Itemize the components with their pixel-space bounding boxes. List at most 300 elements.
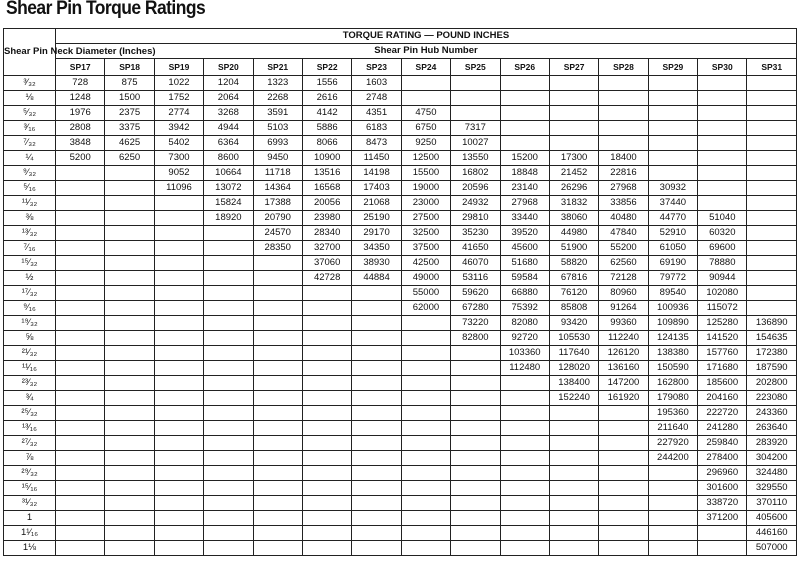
torque-value-cell xyxy=(500,121,549,136)
torque-value-cell xyxy=(204,496,253,511)
torque-value-cell xyxy=(698,541,747,556)
torque-value-cell: 14198 xyxy=(352,166,401,181)
torque-value-cell xyxy=(451,436,500,451)
torque-value-cell xyxy=(204,406,253,421)
torque-value-cell: 370110 xyxy=(747,496,796,511)
pin-header-sp17: SP17 xyxy=(56,59,105,76)
torque-value-cell: 115072 xyxy=(698,301,747,316)
pin-header-sp27: SP27 xyxy=(549,59,598,76)
torque-value-cell: 62000 xyxy=(401,301,450,316)
torque-value-cell: 78880 xyxy=(698,256,747,271)
torque-value-cell xyxy=(204,316,253,331)
torque-value-cell xyxy=(747,271,796,286)
torque-value-cell xyxy=(56,331,105,346)
neck-diameter-cell: ⅝ xyxy=(4,331,56,346)
torque-value-cell xyxy=(747,211,796,226)
torque-value-cell: 227920 xyxy=(648,436,697,451)
torque-value-cell: 126120 xyxy=(599,346,648,361)
torque-value-cell xyxy=(352,466,401,481)
torque-value-cell: 154635 xyxy=(747,331,796,346)
torque-value-cell xyxy=(599,76,648,91)
pin-header-sp29: SP29 xyxy=(648,59,697,76)
torque-value-cell xyxy=(204,331,253,346)
torque-value-cell xyxy=(204,511,253,526)
torque-value-cell: 80960 xyxy=(599,286,648,301)
torque-value-cell: 55000 xyxy=(401,286,450,301)
torque-value-cell: 3848 xyxy=(56,136,105,151)
torque-value-cell xyxy=(56,421,105,436)
pin-header-sp18: SP18 xyxy=(105,59,154,76)
torque-value-cell: 10900 xyxy=(302,151,351,166)
torque-value-cell: 5886 xyxy=(302,121,351,136)
torque-value-cell: 179080 xyxy=(648,391,697,406)
torque-value-cell: 38060 xyxy=(549,211,598,226)
torque-value-cell xyxy=(599,526,648,541)
torque-value-cell xyxy=(599,121,648,136)
torque-value-cell xyxy=(451,376,500,391)
torque-value-cell xyxy=(253,481,302,496)
torque-value-cell: 89540 xyxy=(648,286,697,301)
torque-value-cell xyxy=(302,451,351,466)
torque-value-cell: 44980 xyxy=(549,226,598,241)
torque-value-cell xyxy=(451,541,500,556)
torque-value-cell xyxy=(302,301,351,316)
torque-value-cell: 222720 xyxy=(698,406,747,421)
torque-value-cell: 27968 xyxy=(500,196,549,211)
torque-value-cell: 90944 xyxy=(698,271,747,286)
torque-value-cell: 67280 xyxy=(451,301,500,316)
table-row xyxy=(4,376,797,391)
table-row xyxy=(4,76,797,91)
torque-value-cell: 26296 xyxy=(549,181,598,196)
table-row xyxy=(4,346,797,361)
torque-value-cell xyxy=(648,76,697,91)
torque-value-cell: 112480 xyxy=(500,361,549,376)
torque-value-cell xyxy=(253,511,302,526)
torque-value-cell: 23980 xyxy=(302,211,351,226)
torque-value-cell: 20790 xyxy=(253,211,302,226)
torque-value-cell xyxy=(599,106,648,121)
torque-value-cell xyxy=(154,511,203,526)
torque-value-cell: 73220 xyxy=(451,316,500,331)
torque-value-cell xyxy=(253,271,302,286)
neck-diameter-cell: ¹⁹⁄₃₂ xyxy=(4,316,56,331)
torque-value-cell xyxy=(204,376,253,391)
torque-value-cell xyxy=(56,241,105,256)
torque-value-cell xyxy=(105,391,154,406)
torque-value-cell xyxy=(302,496,351,511)
neck-diameter-cell: ⁹⁄₁₆ xyxy=(4,301,56,316)
torque-value-cell xyxy=(599,481,648,496)
torque-value-cell: 85808 xyxy=(549,301,598,316)
torque-value-cell xyxy=(204,286,253,301)
torque-value-cell: 18920 xyxy=(204,211,253,226)
torque-value-cell xyxy=(451,346,500,361)
torque-value-cell: 58820 xyxy=(549,256,598,271)
torque-value-cell xyxy=(648,481,697,496)
table-row xyxy=(4,451,797,466)
torque-value-cell xyxy=(302,316,351,331)
torque-value-cell xyxy=(500,421,549,436)
torque-value-cell: 2774 xyxy=(154,106,203,121)
table-row xyxy=(4,436,797,451)
table-row xyxy=(4,106,797,121)
torque-value-cell xyxy=(500,436,549,451)
torque-value-cell xyxy=(105,496,154,511)
torque-value-cell xyxy=(253,346,302,361)
pin-header-sp22: SP22 xyxy=(302,59,351,76)
torque-value-cell: 33440 xyxy=(500,211,549,226)
torque-value-cell xyxy=(154,391,203,406)
torque-value-cell xyxy=(500,406,549,421)
torque-value-cell: 61050 xyxy=(648,241,697,256)
torque-value-cell: 223080 xyxy=(747,391,796,406)
torque-value-cell: 59620 xyxy=(451,286,500,301)
torque-value-cell xyxy=(105,346,154,361)
torque-value-cell xyxy=(352,421,401,436)
torque-value-cell: 2064 xyxy=(204,91,253,106)
torque-value-cell xyxy=(549,481,598,496)
torque-value-cell xyxy=(549,541,598,556)
torque-value-cell: 49000 xyxy=(401,271,450,286)
torque-value-cell xyxy=(204,361,253,376)
torque-value-cell: 202800 xyxy=(747,376,796,391)
torque-value-cell xyxy=(253,316,302,331)
torque-value-cell xyxy=(154,541,203,556)
torque-value-cell xyxy=(648,166,697,181)
torque-value-cell xyxy=(302,361,351,376)
torque-value-cell xyxy=(105,451,154,466)
torque-value-cell xyxy=(154,256,203,271)
torque-value-cell xyxy=(648,511,697,526)
torque-value-cell: 22816 xyxy=(599,166,648,181)
torque-value-cell xyxy=(56,541,105,556)
torque-value-cell xyxy=(549,421,598,436)
neck-diameter-cell: ²⁹⁄₃₂ xyxy=(4,466,56,481)
torque-value-cell xyxy=(648,466,697,481)
neck-diameter-cell: ¾ xyxy=(4,391,56,406)
torque-value-cell xyxy=(154,211,203,226)
neck-diameter-cell: 1¹⁄₁₆ xyxy=(4,526,56,541)
torque-value-cell xyxy=(599,406,648,421)
torque-value-cell xyxy=(154,421,203,436)
torque-value-cell: 23140 xyxy=(500,181,549,196)
torque-value-cell xyxy=(747,91,796,106)
torque-value-cell: 138380 xyxy=(648,346,697,361)
torque-value-cell: 75392 xyxy=(500,301,549,316)
torque-value-cell: 21068 xyxy=(352,196,401,211)
torque-value-cell xyxy=(451,91,500,106)
torque-value-cell: 241280 xyxy=(698,421,747,436)
torque-value-cell: 27500 xyxy=(401,211,450,226)
torque-value-cell: 55200 xyxy=(599,241,648,256)
torque-value-cell xyxy=(154,451,203,466)
torque-value-cell xyxy=(500,136,549,151)
neck-diameter-cell: ⅛ xyxy=(4,91,56,106)
torque-value-cell: 45600 xyxy=(500,241,549,256)
torque-value-cell xyxy=(698,91,747,106)
torque-value-cell xyxy=(105,406,154,421)
table-row xyxy=(4,256,797,271)
torque-value-cell xyxy=(698,76,747,91)
torque-value-cell xyxy=(599,511,648,526)
table-row xyxy=(4,496,797,511)
pin-header-sp28: SP28 xyxy=(599,59,648,76)
torque-value-cell: 136160 xyxy=(599,361,648,376)
torque-value-cell xyxy=(302,541,351,556)
torque-value-cell xyxy=(747,166,796,181)
torque-value-cell xyxy=(451,421,500,436)
torque-value-cell xyxy=(56,211,105,226)
torque-value-cell xyxy=(352,436,401,451)
neck-diameter-cell: ¹¹⁄₃₂ xyxy=(4,196,56,211)
neck-diameter-cell: ⁷⁄₃₂ xyxy=(4,136,56,151)
neck-diameter-cell: ¼ xyxy=(4,151,56,166)
torque-value-cell: 13550 xyxy=(451,151,500,166)
torque-value-cell: 23000 xyxy=(401,196,450,211)
table-row xyxy=(4,196,797,211)
torque-value-cell: 1976 xyxy=(56,106,105,121)
torque-value-cell xyxy=(500,496,549,511)
torque-value-cell: 283920 xyxy=(747,436,796,451)
table-row xyxy=(4,301,797,316)
torque-value-cell: 6250 xyxy=(105,151,154,166)
neck-diameter-cell: ⅞ xyxy=(4,451,56,466)
torque-value-cell: 875 xyxy=(105,76,154,91)
torque-value-cell xyxy=(451,526,500,541)
torque-value-cell: 5200 xyxy=(56,151,105,166)
torque-value-cell xyxy=(599,91,648,106)
torque-value-cell xyxy=(599,541,648,556)
torque-value-cell: 329550 xyxy=(747,481,796,496)
torque-value-cell xyxy=(698,181,747,196)
neck-diameter-header: Shear Pin Neck Diameter (Inches) xyxy=(4,29,56,76)
page-title: Shear Pin Torque Ratings xyxy=(6,0,206,19)
torque-value-cell xyxy=(302,331,351,346)
pin-header-sp21: SP21 xyxy=(253,59,302,76)
torque-value-cell xyxy=(154,226,203,241)
torque-value-cell xyxy=(154,481,203,496)
torque-value-cell: 301600 xyxy=(698,481,747,496)
torque-value-cell xyxy=(56,436,105,451)
torque-value-cell xyxy=(648,496,697,511)
torque-value-cell: 16802 xyxy=(451,166,500,181)
torque-value-cell: 109890 xyxy=(648,316,697,331)
neck-diameter-cell: ²⁵⁄₃₂ xyxy=(4,406,56,421)
torque-value-cell: 34350 xyxy=(352,241,401,256)
torque-value-cell xyxy=(302,481,351,496)
neck-diameter-cell: ³⁄₃₂ xyxy=(4,76,56,91)
torque-value-cell xyxy=(698,136,747,151)
torque-value-cell xyxy=(253,466,302,481)
torque-value-cell: 30932 xyxy=(648,181,697,196)
torque-value-cell xyxy=(56,361,105,376)
torque-value-cell xyxy=(105,331,154,346)
torque-value-cell xyxy=(56,226,105,241)
torque-value-cell xyxy=(648,526,697,541)
torque-value-cell xyxy=(352,361,401,376)
torque-value-cell: 41650 xyxy=(451,241,500,256)
table-row xyxy=(4,136,797,151)
torque-value-cell xyxy=(253,331,302,346)
torque-value-cell xyxy=(302,421,351,436)
torque-value-cell xyxy=(451,391,500,406)
torque-value-cell: 150590 xyxy=(648,361,697,376)
pin-header-sp31: SP31 xyxy=(747,59,796,76)
torque-value-cell xyxy=(56,526,105,541)
torque-value-cell xyxy=(204,391,253,406)
torque-value-cell: 446160 xyxy=(747,526,796,541)
torque-value-cell xyxy=(352,451,401,466)
torque-value-cell xyxy=(401,76,450,91)
torque-value-cell: 2375 xyxy=(105,106,154,121)
torque-value-cell xyxy=(549,436,598,451)
torque-value-cell: 12500 xyxy=(401,151,450,166)
torque-value-cell: 14364 xyxy=(253,181,302,196)
torque-value-cell xyxy=(451,106,500,121)
torque-value-cell: 17300 xyxy=(549,151,598,166)
torque-value-cell: 19000 xyxy=(401,181,450,196)
torque-value-cell xyxy=(204,346,253,361)
torque-value-cell xyxy=(204,436,253,451)
torque-value-cell: 263640 xyxy=(747,421,796,436)
table-row xyxy=(4,241,797,256)
table-row xyxy=(4,121,797,136)
torque-value-cell xyxy=(451,76,500,91)
torque-value-cell xyxy=(599,421,648,436)
torque-value-cell: 211640 xyxy=(648,421,697,436)
torque-value-cell xyxy=(253,406,302,421)
torque-value-cell: 91264 xyxy=(599,301,648,316)
torque-value-cell xyxy=(154,436,203,451)
torque-value-cell: 4625 xyxy=(105,136,154,151)
torque-value-cell xyxy=(401,511,450,526)
torque-value-cell xyxy=(549,136,598,151)
torque-value-cell: 10027 xyxy=(451,136,500,151)
torque-value-cell xyxy=(549,106,598,121)
torque-value-cell xyxy=(500,541,549,556)
torque-value-cell xyxy=(599,436,648,451)
torque-value-cell: 195360 xyxy=(648,406,697,421)
torque-value-cell: 8066 xyxy=(302,136,351,151)
torque-value-cell: 1323 xyxy=(253,76,302,91)
torque-value-cell xyxy=(352,511,401,526)
torque-value-cell: 728 xyxy=(56,76,105,91)
torque-value-cell xyxy=(105,421,154,436)
torque-value-cell xyxy=(302,406,351,421)
torque-value-cell: 4750 xyxy=(401,106,450,121)
torque-value-cell: 25190 xyxy=(352,211,401,226)
torque-value-cell: 20596 xyxy=(451,181,500,196)
header-row xyxy=(4,29,797,44)
torque-value-cell xyxy=(500,76,549,91)
torque-value-cell: 1204 xyxy=(204,76,253,91)
torque-value-cell: 44884 xyxy=(352,271,401,286)
torque-value-cell xyxy=(747,301,796,316)
torque-value-cell xyxy=(451,511,500,526)
torque-value-cell xyxy=(698,196,747,211)
neck-diameter-cell: ¹⁷⁄₃₂ xyxy=(4,286,56,301)
torque-value-cell xyxy=(56,166,105,181)
torque-value-cell xyxy=(105,541,154,556)
torque-value-cell xyxy=(401,451,450,466)
torque-value-cell xyxy=(105,181,154,196)
torque-value-cell xyxy=(253,526,302,541)
pin-header-row xyxy=(4,59,797,76)
torque-value-cell xyxy=(451,361,500,376)
torque-value-cell xyxy=(451,481,500,496)
torque-value-cell xyxy=(105,196,154,211)
torque-value-cell xyxy=(105,256,154,271)
torque-value-cell xyxy=(105,211,154,226)
torque-value-cell: 29810 xyxy=(451,211,500,226)
torque-value-cell: 6993 xyxy=(253,136,302,151)
torque-value-cell xyxy=(401,526,450,541)
neck-diameter-cell: ¹¹⁄₁₆ xyxy=(4,361,56,376)
torque-value-cell xyxy=(253,421,302,436)
torque-value-cell xyxy=(451,451,500,466)
table-row xyxy=(4,406,797,421)
table-row xyxy=(4,421,797,436)
torque-value-cell xyxy=(154,331,203,346)
torque-value-cell xyxy=(401,361,450,376)
torque-value-cell xyxy=(648,121,697,136)
torque-value-cell xyxy=(56,406,105,421)
torque-value-cell xyxy=(352,316,401,331)
torque-value-cell: 79772 xyxy=(648,271,697,286)
torque-value-cell xyxy=(648,136,697,151)
torque-value-cell xyxy=(204,241,253,256)
torque-value-cell xyxy=(56,376,105,391)
torque-rating-header: TORQUE RATING — POUND INCHES xyxy=(56,29,797,44)
torque-value-cell xyxy=(204,526,253,541)
torque-value-cell xyxy=(747,241,796,256)
torque-value-cell: 39520 xyxy=(500,226,549,241)
torque-value-cell xyxy=(56,466,105,481)
torque-value-cell xyxy=(204,466,253,481)
neck-diameter-cell: 1 xyxy=(4,511,56,526)
pin-header-sp19: SP19 xyxy=(154,59,203,76)
torque-value-cell xyxy=(154,406,203,421)
torque-value-cell: 105530 xyxy=(549,331,598,346)
torque-value-cell xyxy=(253,391,302,406)
torque-value-cell: 244200 xyxy=(648,451,697,466)
neck-diameter-cell: ²³⁄₃₂ xyxy=(4,376,56,391)
torque-value-cell xyxy=(56,496,105,511)
torque-value-cell: 17388 xyxy=(253,196,302,211)
torque-value-cell xyxy=(747,226,796,241)
torque-value-cell xyxy=(253,496,302,511)
torque-value-cell: 38930 xyxy=(352,256,401,271)
torque-value-cell xyxy=(549,496,598,511)
torque-value-cell xyxy=(549,511,598,526)
neck-diameter-cell: ½ xyxy=(4,271,56,286)
neck-diameter-cell: ³¹⁄₃₂ xyxy=(4,496,56,511)
torque-value-cell: 51900 xyxy=(549,241,598,256)
torque-value-cell: 1556 xyxy=(302,76,351,91)
torque-value-cell: 42500 xyxy=(401,256,450,271)
torque-value-cell xyxy=(204,481,253,496)
torque-value-cell xyxy=(302,466,351,481)
torque-value-cell xyxy=(253,376,302,391)
torque-value-cell xyxy=(549,451,598,466)
torque-value-cell: 11096 xyxy=(154,181,203,196)
neck-diameter-cell: ¹⁵⁄₃₂ xyxy=(4,256,56,271)
torque-value-cell: 405600 xyxy=(747,511,796,526)
torque-value-cell xyxy=(302,286,351,301)
torque-value-cell xyxy=(56,481,105,496)
torque-value-cell xyxy=(105,511,154,526)
